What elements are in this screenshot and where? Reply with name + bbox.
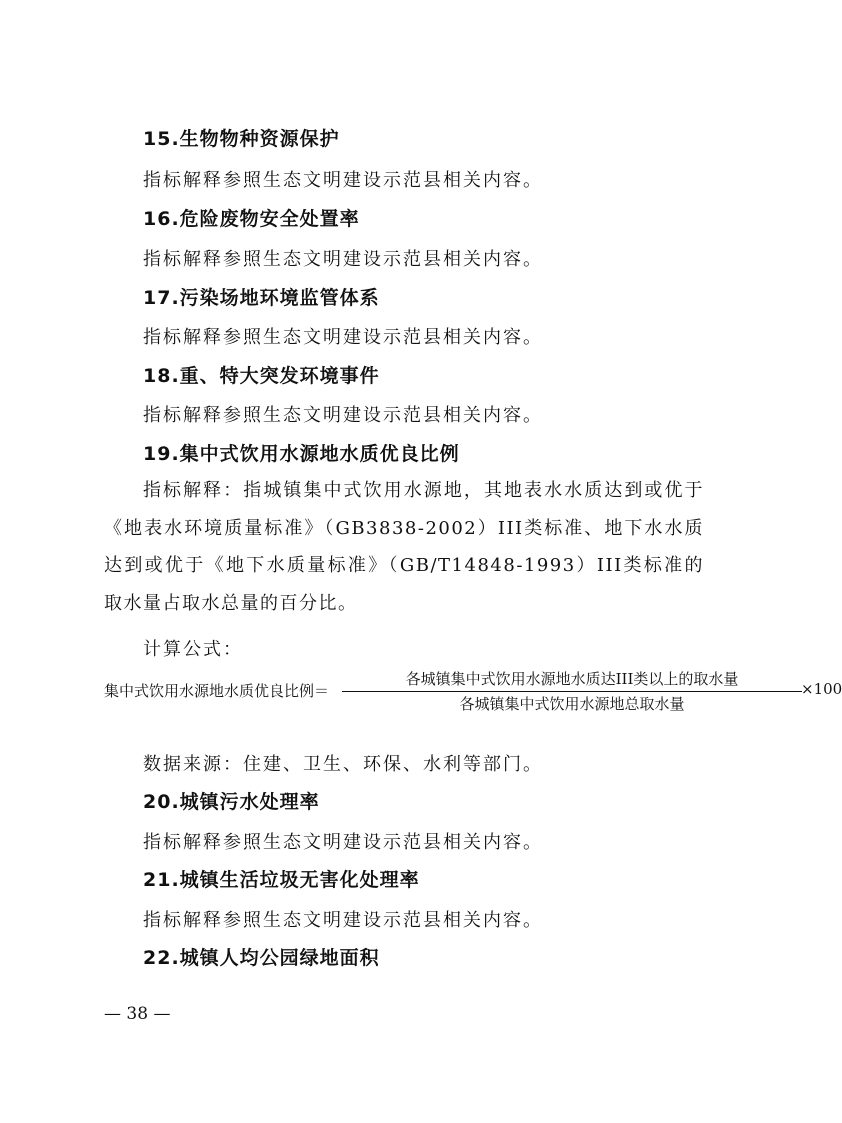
heading-18: 18.重、特大突发环境事件 <box>143 365 380 387</box>
text-18: 指标解释参照生态文明建设示范县相关内容。 <box>143 405 543 426</box>
text-20: 指标解释参照生态文明建设示范县相关内容。 <box>143 832 543 853</box>
heading-22: 22.城镇人均公园绿地面积 <box>143 947 380 969</box>
heading-15: 15.生物物种资源保护 <box>143 128 340 150</box>
text-15: 指标解释参照生态文明建设示范县相关内容。 <box>143 170 543 191</box>
heading-20: 20.城镇污水处理率 <box>143 791 320 813</box>
formula-left: 集中式饮用水源地水质优良比例＝ <box>104 682 330 700</box>
text-17: 指标解释参照生态文明建设示范县相关内容。 <box>143 327 543 348</box>
formula-label: 计算公式： <box>143 639 243 660</box>
formula-denominator: 各城镇集中式饮用水源地总取水量 <box>459 695 685 713</box>
formula-fraction <box>342 668 802 715</box>
heading-17: 17.污染场地环境监管体系 <box>143 287 380 309</box>
paragraph-19: 指标解释：指城镇集中式饮用水源地，其地表水水质达到或优于《地表水环境质量标准》（GB3838-2002）III类标准、地下水水质达到或优于《地下水质量标准》（GB/T14848-1993）III类标准的取水量占取水总量的百分比。 <box>104 480 704 614</box>
formula-numerator: 各城镇集中式饮用水源地水质达III类以上的取水量 <box>405 670 739 688</box>
data-source: 数据来源：住建、卫生、环保、水利等部门。 <box>143 754 543 775</box>
fraction-bar <box>342 691 802 692</box>
text-21: 指标解释参照生态文明建设示范县相关内容。 <box>143 910 543 931</box>
heading-16: 16.危险废物安全处置率 <box>143 208 360 230</box>
heading-19: 19.集中式饮用水源地水质优良比例 <box>143 443 460 465</box>
formula <box>104 668 842 716</box>
formula-multiplier: ×100 <box>801 680 842 698</box>
page-number: — 38 — <box>104 1004 171 1024</box>
heading-21: 21.城镇生活垃圾无害化处理率 <box>143 869 420 891</box>
text-16: 指标解释参照生态文明建设示范县相关内容。 <box>143 249 543 270</box>
